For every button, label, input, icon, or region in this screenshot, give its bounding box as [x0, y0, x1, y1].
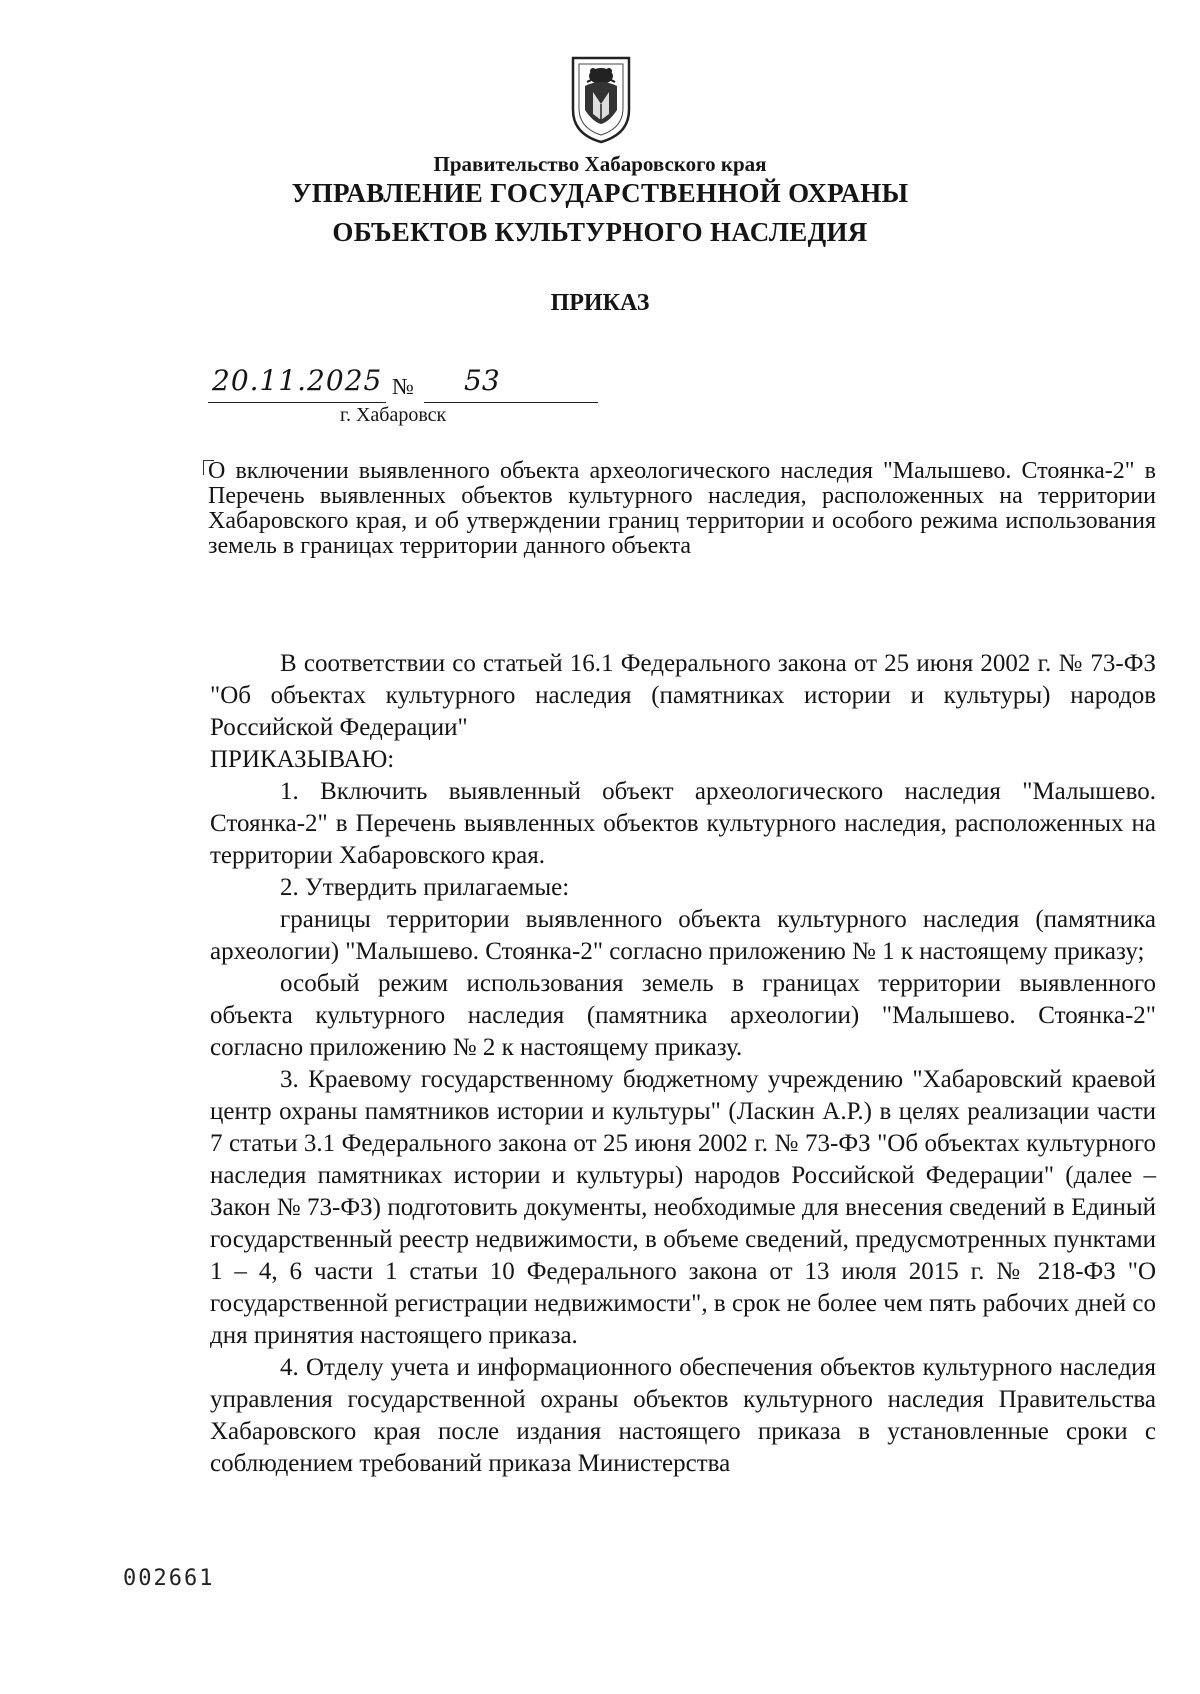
handwritten-number: 53: [464, 364, 500, 397]
department-name-line2: ОБЪЕКТОВ КУЛЬТУРНОГО НАСЛЕДИЯ: [332, 217, 868, 247]
order-item-3: 3. Краевому государственному бюджетному учреждению "Хабаровский краевой центр охраны памятников истории и культуры" (Ласкин А.Р.) в целях реализации части 7 статьи 3.1 Федерального закона от 25 июня 2002 г. № 73-ФЗ "Об объектах культурного наследия памятниках истории и культуры) народов Российской Федерации" (далее – Закон № 73-ФЗ) подготовить документы, необходимые для внесения сведений в Единый государственный реестр недвижимости, в объеме сведений, предусмотренных пунктами 1 – 4, 6 части 1 статьи 10 Федерального закона от 13 июля 2015 г. № 218-ФЗ "О государственной регистрации недвижимости", в срок не более чем пять рабочих дней со дня принятия настоящего приказа.: [210, 1066, 1156, 1349]
department-name-line1: УПРАВЛЕНИЕ ГОСУДАРСТВЕННОЙ ОХРАНЫ: [291, 178, 909, 208]
order-item-2: 2. Утвердить прилагаемые:: [280, 874, 570, 901]
city-label: г. Хабаровск: [340, 404, 447, 426]
intro-paragraph: В соответствии со статьей 16.1 Федерального закона от 25 июня 2002 г. № 73-ФЗ "Об объектах культурного наследия (памятниках истории и культуры) народов Российской Федерации": [210, 650, 1156, 741]
order-body: [210, 648, 1156, 1480]
government-name: Правительство Хабаровского края: [433, 152, 767, 176]
order-item-4: 4. Отделу учета и информационного обеспечения объектов культурного наследия управления государственной охраны объектов культурного наследия Правительства Хабаровского края после издания настоящего приказа в установленные сроки с соблюдением требований приказа Министерства: [210, 1354, 1156, 1477]
order-item-2b: особый режим использования земель в границах территории выявленного объекта культурного наследия (памятника археологии) "Малышево. Стоянка-2" согласно приложению № 2 к настоящему приказу.: [210, 970, 1156, 1061]
order-item-2a: границы территории выявленного объекта культурного наследия (памятника археологии) "Малышево. Стоянка-2" согласно приложению № 1 к настоящему приказу;: [210, 906, 1156, 965]
number-field: [424, 364, 598, 403]
handwritten-date: 20.11.2025: [212, 364, 383, 397]
serial-number: 002661: [123, 1566, 215, 1591]
order-item-1: 1. Включить выявленный объект археологического наследия "Малышево. Стоянка-2" в Перечень выявленных объектов культурного наследия, расположенных на территории Хабаровского края.: [210, 778, 1156, 869]
date-field: [208, 364, 386, 403]
order-subject: О включении выявленного объекта археологического наследия "Малышево. Стоянка-2" в Перечень выявленных объектов культурного наследия, расположенных на территории Хабаровского края, и об утверждении границ территории и особого режима использования земель в границах территории данного объекта: [208, 458, 1156, 559]
order-word: ПРИКАЗЫВАЮ:: [210, 746, 395, 773]
coat-of-arms-emblem: [565, 52, 637, 144]
document-type-title: ПРИКАЗ: [550, 290, 650, 316]
number-label: №: [392, 374, 414, 399]
